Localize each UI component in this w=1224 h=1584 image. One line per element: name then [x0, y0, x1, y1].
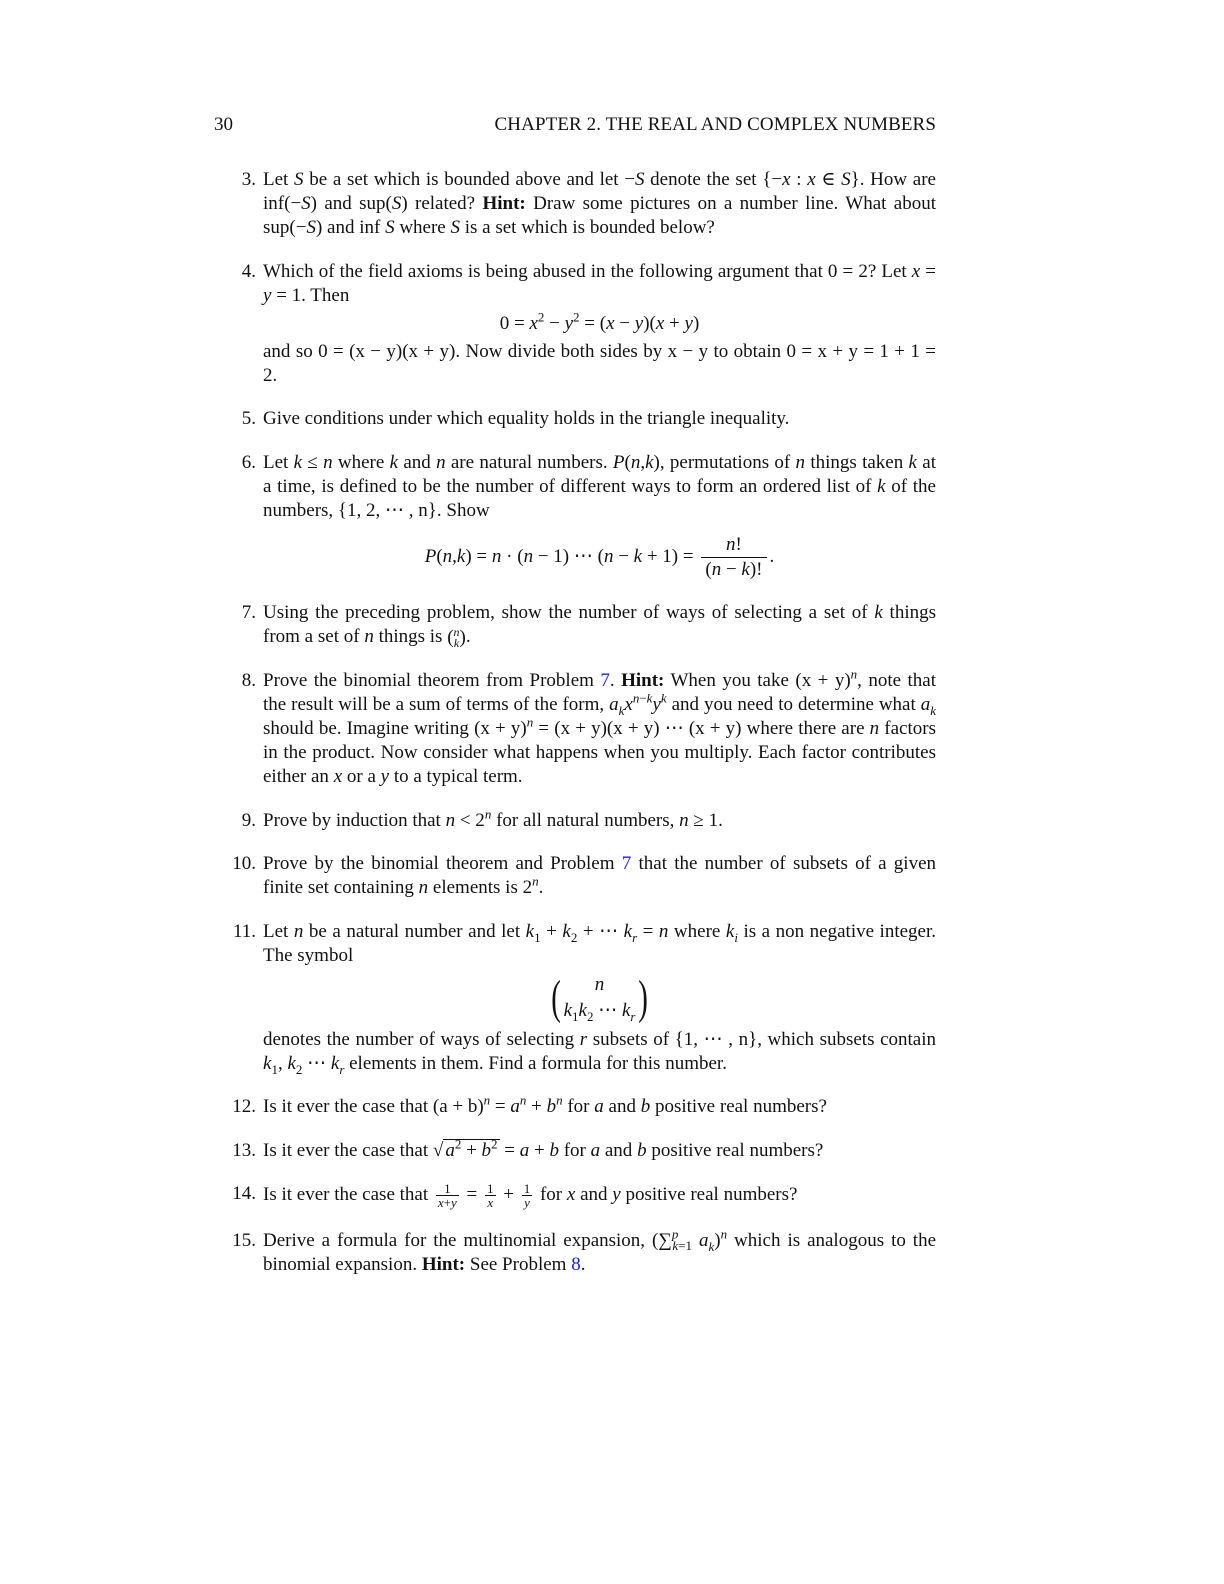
problem-11	[228, 920, 936, 1076]
problem-number: 9.	[241, 809, 256, 831]
problem-text: Let k ≤ n where k and n are natural numbers. P(n,k), permutations of n things taken k at a time, is defined to be the number of different ways to form an ordered list of k of the numbers, {1, 2, ⋯ , n}. Show	[263, 451, 936, 521]
problem-number: 6.	[241, 451, 256, 473]
display-equation: P(n,k) = n · (n − 1) ⋯ (n − k + 1) = $\frac{n!}{(n - k)!}$ .	[424, 533, 775, 580]
problem-14	[228, 1182, 936, 1209]
problem-text: Using the preceding problem, show the number of ways of selecting a set of k things from a set of n things is ( n k ).	[263, 602, 937, 650]
display-equation: $0 = x^2 - y^2 = (x - y)(x + y)$	[499, 309, 700, 334]
problem-text: Give conditions under which equality holds in the triangle inequality.	[263, 408, 790, 429]
problem-text-continued: and so 0 = (x − y)(x + y). Now divide both sides by x − y to obtain 0 = x + y = 1 + 1 = 2.	[263, 340, 936, 386]
problem-9	[228, 806, 936, 833]
problem-text: Prove the binomial theorem from Problem 7. Hint: When you take $(x + y)^n$, note that the result will be a sum of terms of the form, $a_kx^{n-k}y^k$ and you need to determine what $a_k$ should be. Imagine writing $(x + y)^n = (x + y)(x + y)$ ⋯ (x + y) where there are n factors in the product. Now consider what happens when you multiply. Each factor contributes either an x or a y to a typical term.	[263, 666, 937, 788]
problem-text: Which of the field axioms is being abused in the following argument that 0 = 2? Let x = y = 1. Then	[263, 260, 936, 306]
problem-8-link[interactable]: 8	[571, 1253, 581, 1275]
problem-text: Is it ever the case that $(a + b)^n = a^n + b^n$ for a and b positive real numbers?	[263, 1092, 827, 1118]
problem-12	[228, 1092, 936, 1119]
problem-7-link[interactable]: 7	[600, 670, 610, 692]
problem-number: 13.	[232, 1139, 256, 1161]
problem-text: Let n be a natural number and let $k_1 + k_2$ + ⋯ $k_r = n$ where $k_i$ is a non negative integer. The symbol	[263, 920, 937, 966]
problem-text: Derive a formula for the multinomial expansion, (∑$^p_{k=1}$ $a_k)^n$ which is analogous to the binomial expansion. Hint: See Problem 8.	[263, 1226, 937, 1275]
problem-text-continued: denotes the number of ways of selecting r subsets of {1, ⋯ , n}, which subsets contain $k_1$, $k_2$ ⋯ $k_r$ elements in them. Find a formula for this number.	[263, 1028, 936, 1077]
problem-number: 7.	[241, 602, 256, 623]
problem-8	[228, 666, 937, 789]
problem-number: 14.	[232, 1183, 256, 1205]
problem-6	[228, 451, 936, 582]
problem-7-link[interactable]: 7	[621, 853, 632, 875]
problem-number: 4.	[241, 260, 256, 282]
multinomial-symbol: ( n $k_1k_2$ ⋯ $k_r$ )	[550, 970, 649, 1024]
problem-5	[228, 407, 936, 431]
page-number: 30	[214, 114, 233, 135]
problem-text: Prove by the binomial theorem and Problem 7 that the number of subsets of a given finite set containing n elements is 2$^n$.	[263, 853, 937, 899]
problem-number: 12.	[232, 1096, 256, 1118]
problem-4	[228, 260, 936, 388]
problem-text: Prove by induction that $n < 2^n$ for all natural numbers, n ≥ 1.	[263, 806, 723, 831]
problem-number: 11.	[232, 920, 256, 942]
problem-number: 5.	[241, 408, 256, 429]
problem-7	[228, 601, 936, 650]
problem-text: Let S be a set which is bounded above and let −S denote the set {−x : x ∈ S}. How are inf(−S) and sup(S) related? Hint: Draw some pictures on a number line. What about sup(−S) and inf S where S is a set which is bounded below?	[263, 169, 937, 238]
problem-number: 8.	[241, 670, 256, 692]
problem-number: 15.	[232, 1229, 256, 1251]
problem-text: Is it ever the case that $\frac{1}{x+y}$ = $\frac{1}{x}$ + $\frac{1}{y}$ for x and y positive real numbers?	[263, 1181, 798, 1211]
problem-text: Is it ever the case that √ $a^2 + b^2 = a + b$ for a and b positive real numbers?	[263, 1136, 824, 1161]
problem-3	[228, 168, 936, 240]
problem-15	[228, 1226, 937, 1277]
problem-10	[228, 852, 936, 900]
problem-number: 3.	[241, 169, 256, 190]
problem-list	[228, 168, 936, 1296]
chapter-title: CHAPTER 2. THE REAL AND COMPLEX NUMBERS	[494, 114, 936, 135]
problem-13	[228, 1136, 936, 1163]
problem-number: 10.	[232, 853, 256, 875]
